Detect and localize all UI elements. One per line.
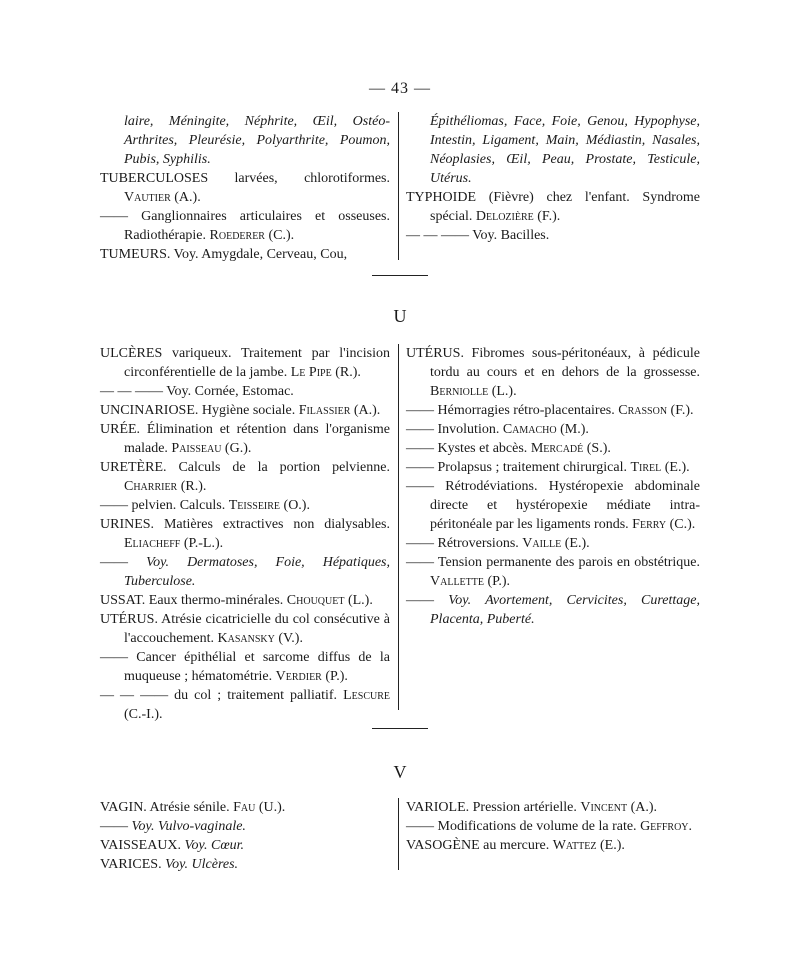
section-rule xyxy=(372,275,428,276)
page-number: — 43 — xyxy=(369,80,431,97)
t-section xyxy=(100,112,700,262)
entry-head: USSAT. xyxy=(100,593,146,608)
entry-head: UTÉRUS. xyxy=(100,612,158,627)
entry-head: —— xyxy=(100,555,128,570)
entry-author: Kasansky (V.). xyxy=(217,631,303,646)
entry-head: —— xyxy=(406,460,434,475)
entry-author: Verdier (P.). xyxy=(275,669,348,684)
index-entry: —— Rétrodéviations. Hystéropexie abdominale directe et hystéropexie médiate intra-péritonéale par les ligaments ronds. Ferry (C.). xyxy=(406,479,700,532)
entry-author: Lescure (C.-I.). xyxy=(124,688,390,722)
index-entry: —— Hémorragies rétro-placentaires. Crasson (F.). xyxy=(406,403,694,418)
index-entry: —— Rétroversions. Vaille (E.). xyxy=(406,536,590,551)
index-entry: UTÉRUS. Fibromes sous-péritonéaux, à pédicule tordu au cours et en dehors de la grossesse. Berniolle (L.). xyxy=(406,346,700,399)
entry-head: UTÉRUS. xyxy=(406,346,464,361)
entry-head: VARIOLE. xyxy=(406,800,470,815)
entry-author: Vincent (A.). xyxy=(580,800,658,815)
entry-head: TUMEURS. xyxy=(100,247,171,262)
entry-head: — — —— xyxy=(100,384,163,399)
entry-head: —— xyxy=(406,555,434,570)
entry-author: Vaille (E.). xyxy=(522,536,590,551)
t-left-column xyxy=(100,112,390,264)
section-letter-v: V xyxy=(393,762,407,782)
entry-author: Camacho (M.). xyxy=(502,422,589,437)
entry-head: VASOGÈNE xyxy=(406,838,480,853)
index-entry: —— Modifications de volume de la rate. Geffroy. xyxy=(406,819,693,834)
column-divider xyxy=(398,798,399,870)
entry-author: Eliacheff (P.-L.). xyxy=(124,536,224,551)
index-entry: —— Kystes et abcès. Mercadé (S.). xyxy=(406,441,611,456)
index-entry: VARICES. Voy. Ulcères. xyxy=(100,857,239,872)
index-entry: —— Ganglionnaires articulaires et osseuses. Radiothérapie. Roederer (C.). xyxy=(100,209,390,243)
entry-head: VAGIN. xyxy=(100,800,147,815)
index-entry: UNCINARIOSE. Hygiène sociale. Filassier (A.). xyxy=(100,403,381,418)
entry-head: UNCINARIOSE. xyxy=(100,403,199,418)
index-entry: —— Voy. Dermatoses, Foie, Hépatiques, Tuberculose. xyxy=(100,555,390,589)
index-entry: URETÈRE. Calculs de la portion pelvienne. Charrier (R.). xyxy=(100,460,390,494)
index-entry: — — —— du col ; traitement palliatif. Lescure (C.-I.). xyxy=(100,688,390,722)
entry-head: — — —— xyxy=(406,228,469,243)
index-entry: —— Cancer épithélial et sarcome diffus de la muqueuse ; hématométrie. Verdier (P.). xyxy=(100,650,390,684)
index-entry: —— Involution. Camacho (M.). xyxy=(406,422,589,437)
entry-author: Le Pipe (R.). xyxy=(290,365,361,380)
entry-head: URINES. xyxy=(100,517,155,532)
entry-author: Vallette (P.). xyxy=(430,574,511,589)
entry-head: —— xyxy=(100,650,128,665)
index-entry: TYPHOIDE (Fièvre) chez l'enfant. Syndrome spécial. Delozière (F.). xyxy=(406,190,700,224)
index-entry: — — —— Voy. Cornée, Estomac. xyxy=(100,384,294,399)
entry-author: Crasson (F.). xyxy=(618,403,694,418)
index-entry: — — —— Voy. Bacilles. xyxy=(406,228,550,243)
index-entry: —— pelvien. Calculs. Teisseire (O.). xyxy=(100,498,310,513)
entry-author: Ferry (C.). xyxy=(632,517,696,532)
index-entry: UTÉRUS. Atrésie cicatricielle du col consécutive à l'accouchement. Kasansky (V.). xyxy=(100,612,390,646)
section-rule xyxy=(372,728,428,729)
entry-author: Geffroy. xyxy=(640,819,693,834)
entry-head: —— xyxy=(406,403,434,418)
entry-head: TUBERCULOSES xyxy=(100,171,209,186)
entry-author: Charrier (R.). xyxy=(124,479,207,494)
v-right-column xyxy=(406,798,700,855)
entry-author: Berniolle (L.). xyxy=(430,384,517,399)
entry-head: —— xyxy=(100,819,128,834)
entry-head: —— xyxy=(100,209,128,224)
index-entry: VAGIN. Atrésie sénile. Fau (U.). xyxy=(100,800,286,815)
index-entry: —— Voy. Avortement, Cervicites, Curettage, Placenta, Puberté. xyxy=(406,593,700,627)
entry-head: —— xyxy=(100,498,128,513)
entry-author: Roederer (C.). xyxy=(209,228,295,243)
index-entry: Épithéliomas, Face, Foie, Genou, Hypophyse, Intestin, Ligament, Main, Médiastin, Nasales, Néoplasies, Œil, Peau, Prostate, Testicule, Utérus. xyxy=(430,114,700,186)
entry-head: TYPHOIDE xyxy=(406,190,476,205)
index-entry: —— Voy. Vulvo-vaginale. xyxy=(100,819,246,834)
entry-head: —— xyxy=(406,422,434,437)
index-entry: —— Tension permanente des parois en obstétrique. Vallette (P.). xyxy=(406,555,700,589)
column-divider xyxy=(398,112,399,260)
entry-author: Mercadé (S.). xyxy=(530,441,611,456)
entry-head: URETÈRE. xyxy=(100,460,167,475)
index-entry: VARIOLE. Pression artérielle. Vincent (A.). xyxy=(406,800,658,815)
entry-head: VAISSEAUX. xyxy=(100,838,182,853)
section-letter-u: U xyxy=(393,306,407,326)
u-left-column xyxy=(100,344,390,724)
entry-head: URÉE. xyxy=(100,422,141,437)
index-entry: —— Prolapsus ; traitement chirurgical. Tirel (E.). xyxy=(406,460,690,475)
index-entry: USSAT. Eaux thermo-minérales. Chouquet (L.). xyxy=(100,593,373,608)
entry-author: Delozière (F.). xyxy=(475,209,561,224)
index-entry: TUMEURS. Voy. Amygdale, Cerveau, Cou, xyxy=(100,247,348,262)
entry-author: Paisseau (G.). xyxy=(171,441,252,456)
entry-author: Filassier (A.). xyxy=(298,403,381,418)
entry-head: —— xyxy=(406,593,434,608)
index-entry: URÉE. Élimination et rétention dans l'organisme malade. Paisseau (G.). xyxy=(100,422,390,456)
column-divider xyxy=(398,344,399,710)
t-right-column xyxy=(406,112,700,245)
entry-author: Chouquet (L.). xyxy=(286,593,373,608)
entry-author: Wattez (E.). xyxy=(552,838,625,853)
index-entry: URINES. Matières extractives non dialysables. Eliacheff (P.-L.). xyxy=(100,517,390,551)
entry-head: —— xyxy=(406,479,434,494)
v-section xyxy=(100,798,700,878)
entry-head: ULCÈRES xyxy=(100,346,163,361)
u-section xyxy=(100,344,700,722)
entry-author: Fau (U.). xyxy=(233,800,286,815)
index-entry: ULCÈRES variqueux. Traitement par l'incision circonférentielle de la jambe. Le Pipe (R.). xyxy=(100,346,390,380)
index-entry: VASOGÈNE au mercure. Wattez (E.). xyxy=(406,838,625,853)
index-entry: VAISSEAUX. Voy. Cœur. xyxy=(100,838,245,853)
u-right-column xyxy=(406,344,700,629)
entry-head: — — —— xyxy=(100,688,169,703)
entry-head: VARICES. xyxy=(100,857,162,872)
entry-head: —— xyxy=(406,819,434,834)
index-entry: laire, Méningite, Néphrite, Œil, Ostéo-Arthrites, Pleurésie, Polyarthrite, Poumon, Pubis, Syphilis. xyxy=(124,114,390,167)
entry-head: —— xyxy=(406,441,434,456)
entry-author: Teisseire (O.). xyxy=(228,498,310,513)
entry-head: —— xyxy=(406,536,434,551)
index-entry: TUBERCULOSES larvées, chlorotiformes. Vautier (A.). xyxy=(100,171,390,205)
entry-author: Vautier (A.). xyxy=(124,190,201,205)
entry-author: Tirel (E.). xyxy=(630,460,690,475)
v-left-column xyxy=(100,798,390,874)
